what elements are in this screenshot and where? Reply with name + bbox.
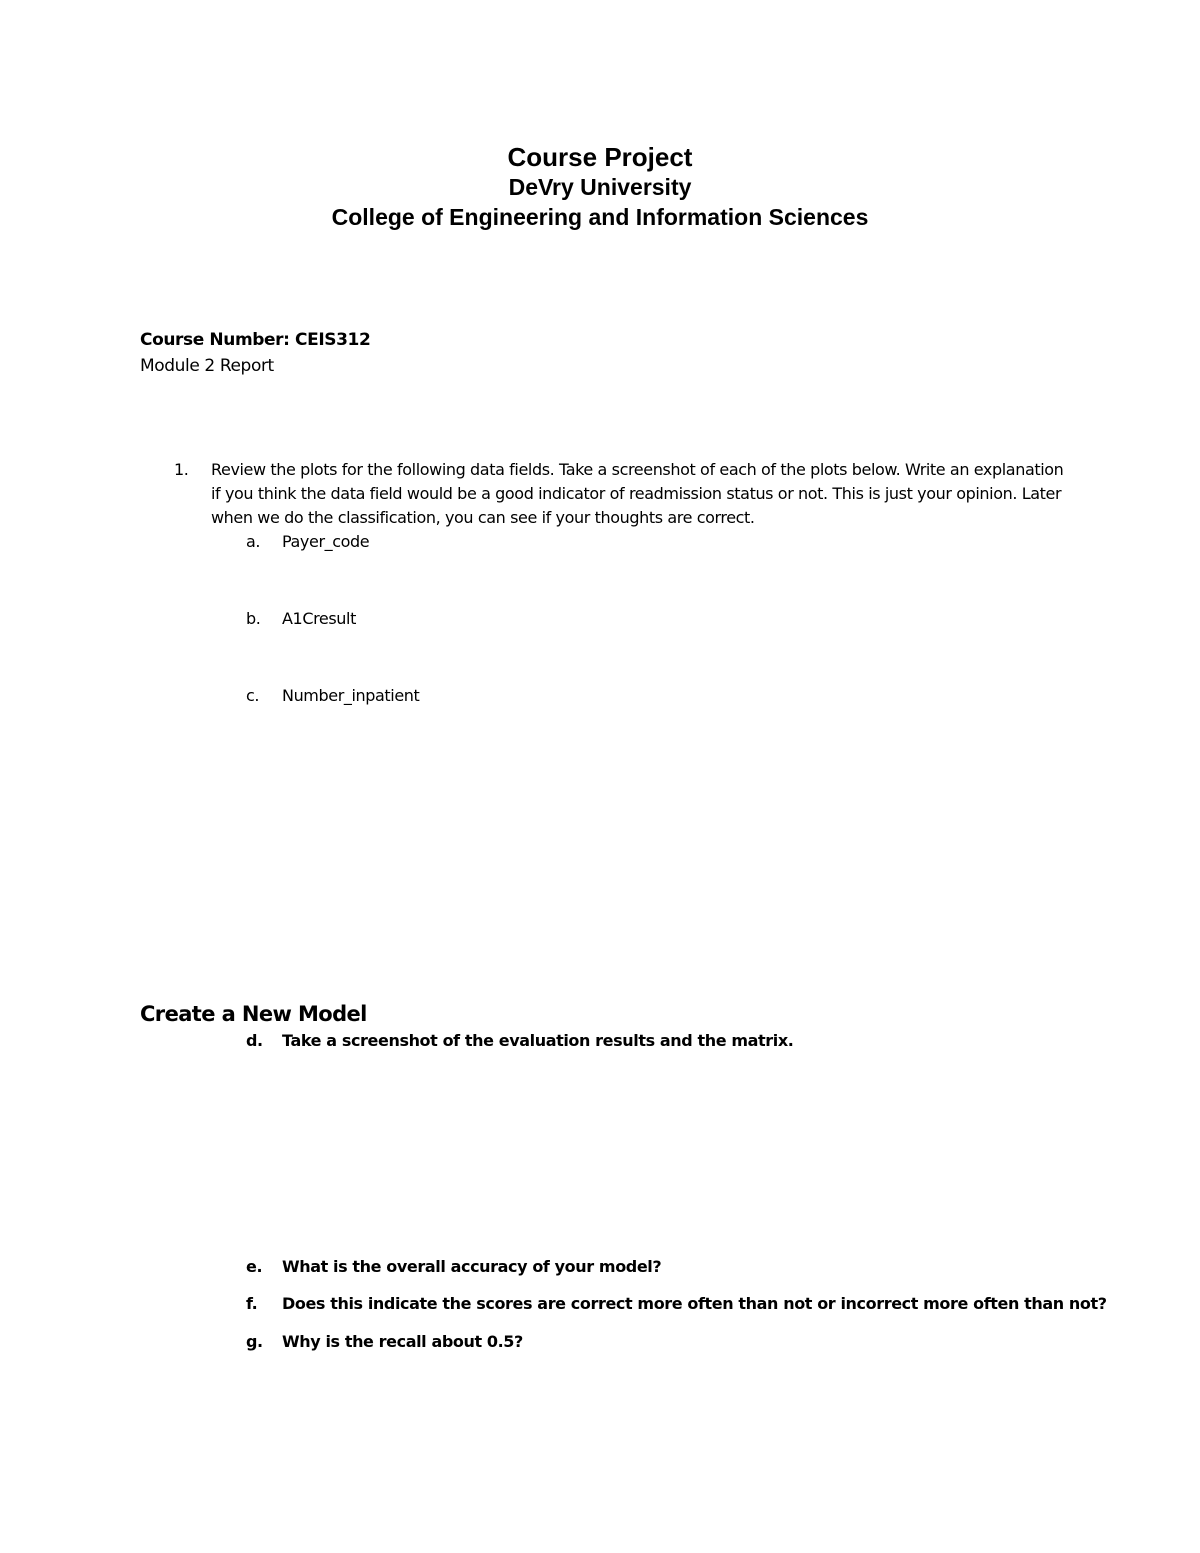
item-b-text: A1Cresult xyxy=(282,609,356,628)
item-b-marker: b. xyxy=(246,609,261,628)
module-report: Module 2 Report xyxy=(140,356,274,376)
question-1-marker: 1. xyxy=(174,460,189,479)
document-title: Course Project xyxy=(507,142,693,172)
item-f-text: Does this indicate the scores are correct more often than not or incorrect more often than not? xyxy=(282,1294,1107,1313)
item-d-marker: d. xyxy=(246,1031,263,1050)
item-g-marker: g. xyxy=(246,1332,263,1351)
item-f-marker: f. xyxy=(246,1294,258,1313)
course-number: Course Number: CEIS312 xyxy=(140,330,371,350)
university-name: DeVry University xyxy=(508,174,692,200)
question-1-text: Review the plots for the following data fields. Take a screenshot of each of the plots below. Write an explanation if you think the data field would be a good indicator of readmission status or not. This is just your opinion. Later when we do the classification, you can see if your thoughts are correct. xyxy=(211,460,1064,527)
item-d-text: Take a screenshot of the evaluation results and the matrix. xyxy=(282,1031,794,1050)
item-e-text: What is the overall accuracy of your model? xyxy=(282,1257,662,1276)
item-c-text: Number_inpatient xyxy=(282,686,420,705)
item-e-marker: e. xyxy=(246,1257,263,1276)
section-heading: Create a New Model xyxy=(140,1002,367,1026)
item-a-marker: a. xyxy=(246,532,261,551)
item-g-text: Why is the recall about 0.5? xyxy=(282,1332,523,1351)
college-name: College of Engineering and Information Sciences xyxy=(331,204,869,230)
item-c-marker: c. xyxy=(246,686,260,705)
item-a-text: Payer_code xyxy=(282,532,370,551)
